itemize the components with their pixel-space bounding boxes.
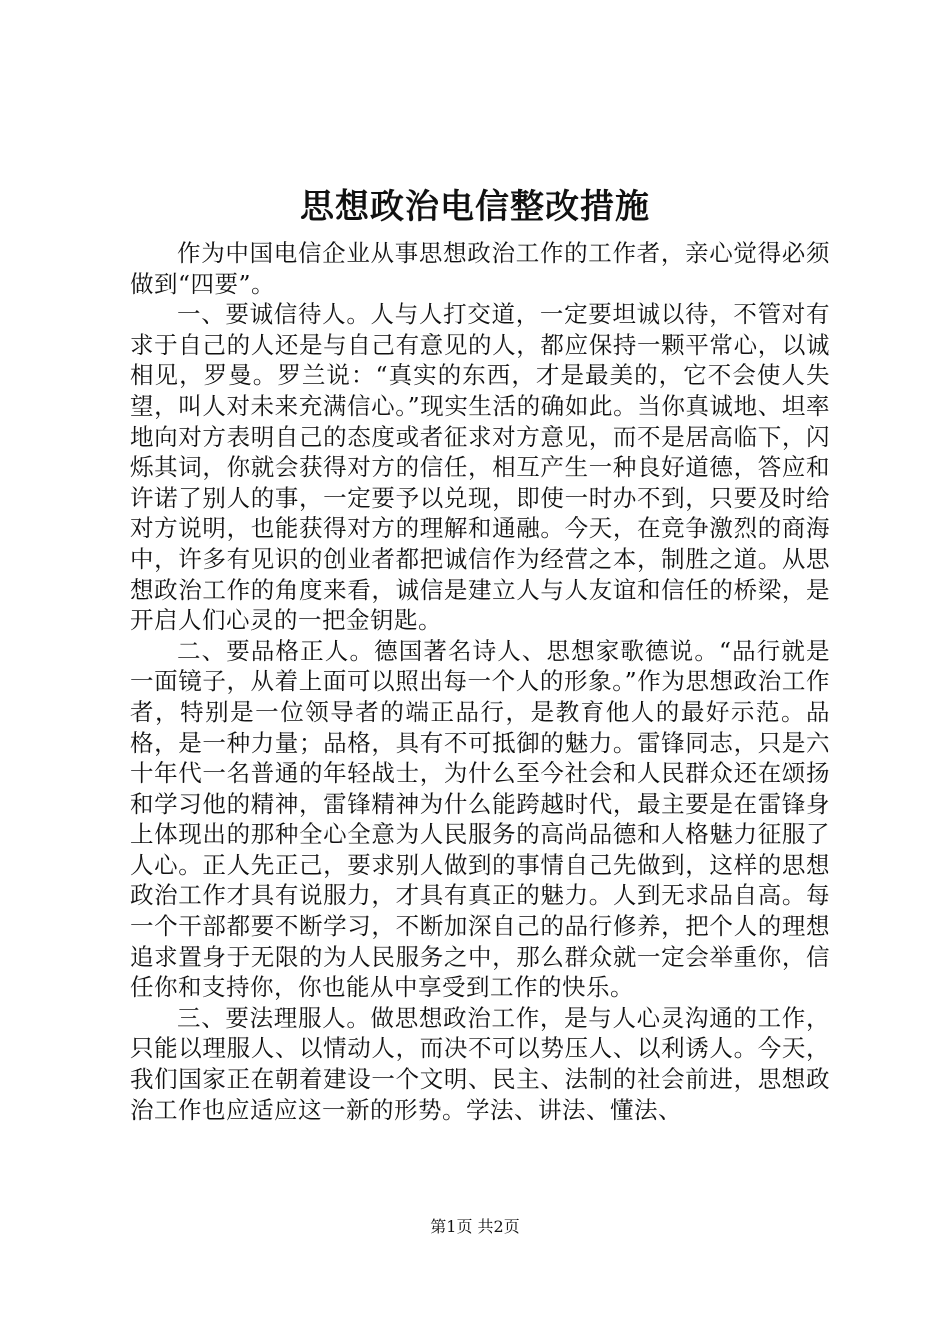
- paragraph-character: 二、要品格正人。德国著名诗人、思想家歌德说。“品行就是一面镜子，从着上面可以照出每一个人的形象。”作为思想政治工作者，特别是一位领导者的端正品行，是教育他人的最好示范。品格，是一种力量；品格，具有不可抵御的魅力。雷锋同志，只是六十年代一名普通的年轻战士，为什么至今社会和人民群众还在颂扬和学习他的精神，雷锋精神为什么能跨越时代，最主要是在雷锋身上体现出的那种全心全意为人民服务的高尚品德和人格魅力征服了人心。正人先正己，要求别人做到的事情自己先做到，这样的思想政治工作才具有说服力，才具有真正的魅力。人到无求品自高。每一个干部都要不断学习，不断加深自己的品行修养，把个人的理想追求置身于无限的为人民服务之中，那么群众就一定会举重你，信任你和支持你，你也能从中享受到工作的快乐。: [130, 636, 830, 1002]
- document-title: 思想政治电信整改措施: [300, 187, 650, 227]
- paragraph-integrity: 一、要诚信待人。人与人打交道，一定要坦诚以待，不管对有求于自己的人还是与自己有意见的人，都应保持一颗平常心，以诚相见，罗曼。罗兰说：“真实的东西，才是最美的，它不会使人失望，叫人对未来充满信心。”现实生活的确如此。当你真诚地、坦率地向对方表明自己的态度或者征求对方意见，而不是居高临下，闪烁其词，你就会获得对方的信任，相互产生一种良好道德，答应和许诺了别人的事，一定要予以兑现，即使一时办不到，只要及时给对方说明，也能获得对方的理解和通融。今天，在竞争激烈的商海中，许多有见识的创业者都把诚信作为经营之本，制胜之道。从思想政治工作的角度来看，诚信是建立人与人友谊和信任的桥梁，是开启人们心灵的一把金钥匙。: [130, 300, 830, 635]
- paragraph-intro: 作为中国电信企业从事思想政治工作的工作者，亲心觉得必须做到“四要”。: [130, 239, 830, 298]
- page-number: 第1页 共2页: [430, 1217, 520, 1236]
- page-footer: [0, 1216, 950, 1238]
- document-body: [130, 238, 830, 1125]
- paragraph-law-reason: 三、要法理服人。做思想政治工作，是与人心灵沟通的工作，只能以理服人、以情动人，而决不可以势压人、以利诱人。今天，我们国家正在朝着建设一个文明、民主、法制的社会前进，思想政治工作也应适应这一新的形势。学法、讲法、懂法、: [130, 1003, 830, 1124]
